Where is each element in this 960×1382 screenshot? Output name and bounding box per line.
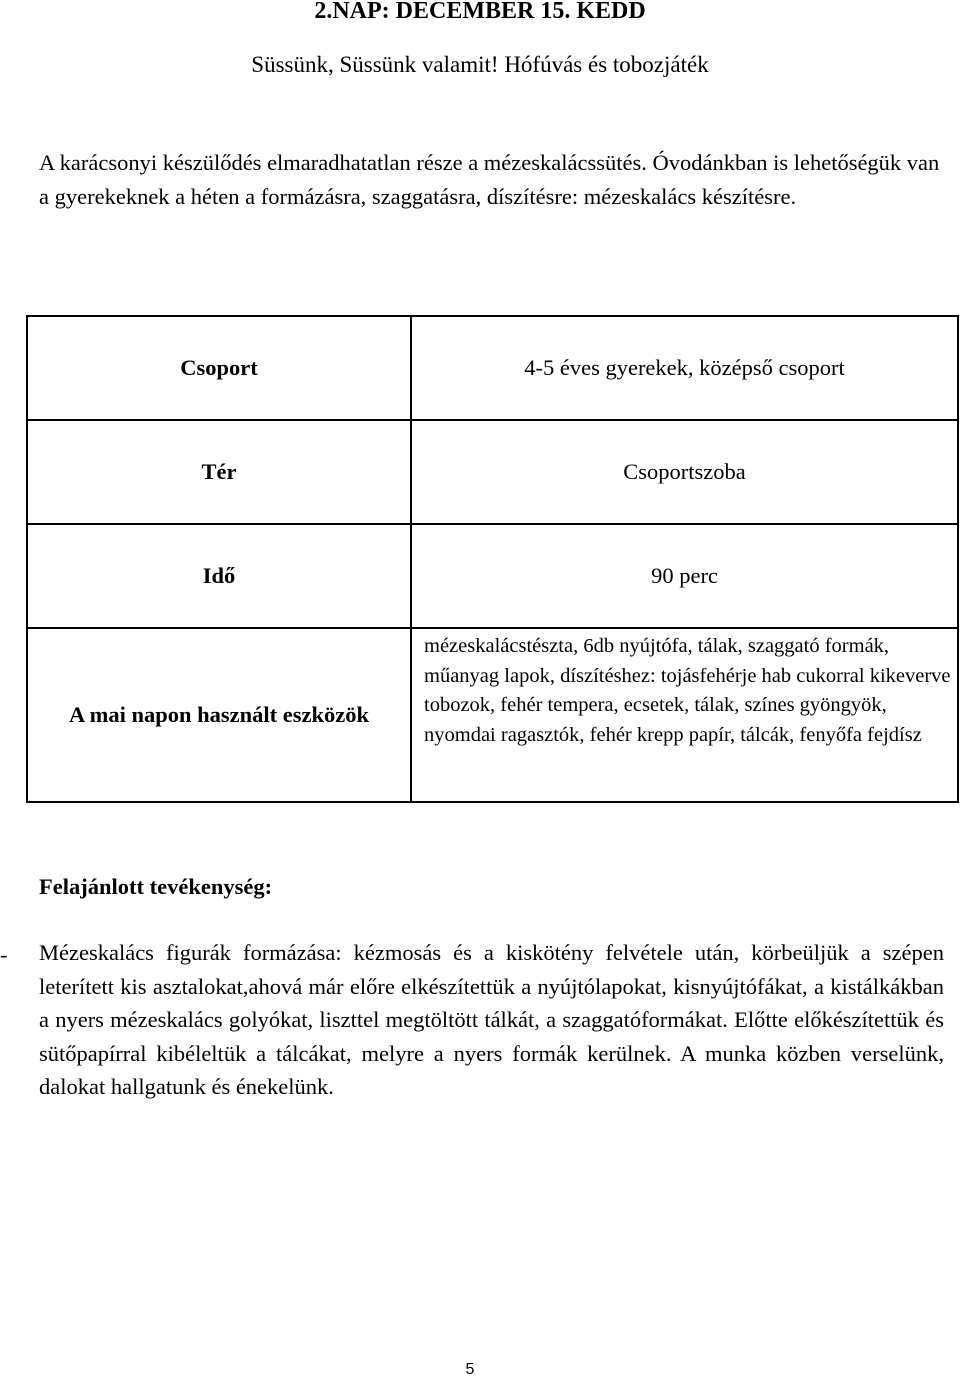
page-title: 2.NAP: DECEMBER 15. KEDD bbox=[314, 0, 646, 24]
value-cell-space: Csoportszoba bbox=[411, 420, 958, 524]
value-cell-tools bbox=[411, 628, 958, 802]
tools-list-crafting: tobozok, fehér tempera, ecsetek, tálak, színes gyöngyök, nyomdai ragasztók, fehér krepp papír, tálcák, fenyőfa fejdísz bbox=[424, 694, 922, 746]
label-cell-group: Csoport bbox=[27, 316, 411, 420]
activities-heading: Felajánlott tevékenység: bbox=[39, 874, 273, 899]
value-cell-time: 90 perc bbox=[411, 524, 958, 628]
table-row-group bbox=[27, 316, 958, 420]
page-subtitle: Süssünk, Süssünk valamit! Hófúvás és tobozjáték bbox=[251, 52, 709, 77]
table-row-time bbox=[27, 524, 958, 628]
info-table bbox=[26, 315, 959, 803]
tools-list-baking: mézeskalácstészta, 6db nyújtófa, tálak, szaggató formák, műanyag lapok, díszítéshez: tojásfehérje hab cukorral kikeverve bbox=[424, 635, 951, 687]
label-cell-space: Tér bbox=[27, 420, 411, 524]
activity-item: Mézeskalács figurák formázása: kézmosás és a kiskötény felvétele után, körbeüljük a szépen leterített kis asztalokat,ahová már előre elkészítettük a nyújtólapokat, kisnyújtófákat, a kistálkákban a nyers mézeskalács golyókat, liszttel megtöltött tálkát, a szaggatóformákat. Előtte előkészítettük és sütőpapírral kibéleltük a tálcákat, melyre a nyers formák kerülnek. A munka közben verselünk, dalokat hallgatunk és énekelünk. bbox=[39, 940, 944, 1099]
label-cell-tools: A mai napon használt eszközök bbox=[27, 628, 411, 802]
list-bullet: - bbox=[0, 942, 8, 967]
table-row-tools bbox=[27, 628, 958, 802]
page-number: 5 bbox=[465, 1361, 475, 1378]
intro-paragraph: A karácsonyi készülődés elmaradhatatlan része a mézeskalácssütés. Óvodánkban is lehetőségük van a gyerekeknek a héten a formázásra, szaggatásra, díszítésre: mézeskalács készítésre. bbox=[39, 150, 940, 209]
label-cell-time: Idő bbox=[27, 524, 411, 628]
value-cell-group: 4-5 éves gyerekek, középső csoport bbox=[411, 316, 958, 420]
table-row-space bbox=[27, 420, 958, 524]
